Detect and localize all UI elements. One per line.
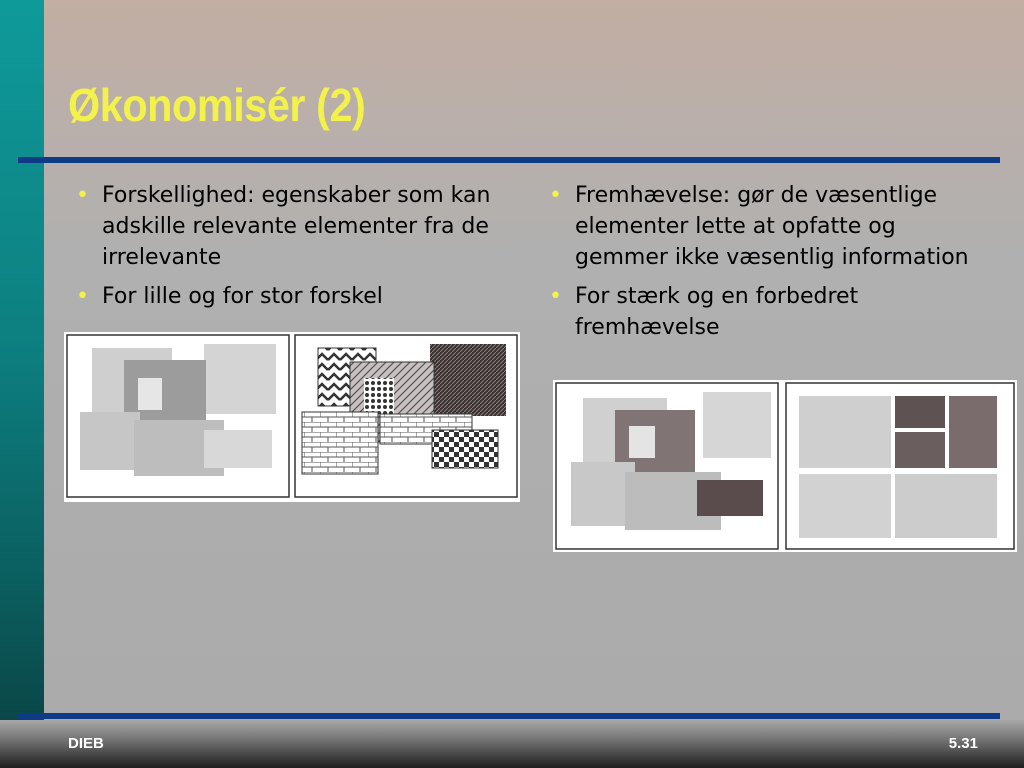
sidebar-accent [0, 0, 44, 768]
emphasis-figure [553, 380, 1017, 552]
bottom-divider [18, 713, 1000, 719]
bullet-dot-icon: • [76, 284, 89, 309]
top-divider [18, 157, 1000, 163]
right-bullet-text: For stærk og en forbedret fremhævelse [575, 284, 859, 340]
left-bullet-item [74, 180, 524, 273]
footer-band [0, 720, 1024, 768]
emphasis-figure-graphic [553, 380, 1017, 552]
bullet-dot-icon: • [76, 183, 89, 208]
left-bullet-list [74, 180, 524, 320]
left-bullet-text: Forskellighed: egenskaber som kan adskille relevante elementer fra de irrelevante [102, 183, 491, 270]
slide-title: Økonomisér (2) [68, 79, 366, 131]
right-bullet-item [547, 180, 987, 273]
right-bullet-list [547, 180, 987, 351]
bullet-dot-icon: • [549, 284, 562, 309]
right-bullet-item [547, 281, 987, 343]
difference-figure [64, 332, 520, 502]
left-bullet-item [74, 281, 524, 312]
right-bullet-text: Fremhævelse: gør de væsentlige elementer lette at opfatte og gemmer ikke væsentlig information [575, 183, 969, 270]
footer-label: DIEB [68, 735, 104, 752]
left-bullet-text: For lille og for stor forskel [102, 284, 383, 309]
slide-number: 5.31 [948, 735, 978, 752]
difference-figure-graphic [64, 332, 520, 502]
bullet-dot-icon: • [549, 183, 562, 208]
